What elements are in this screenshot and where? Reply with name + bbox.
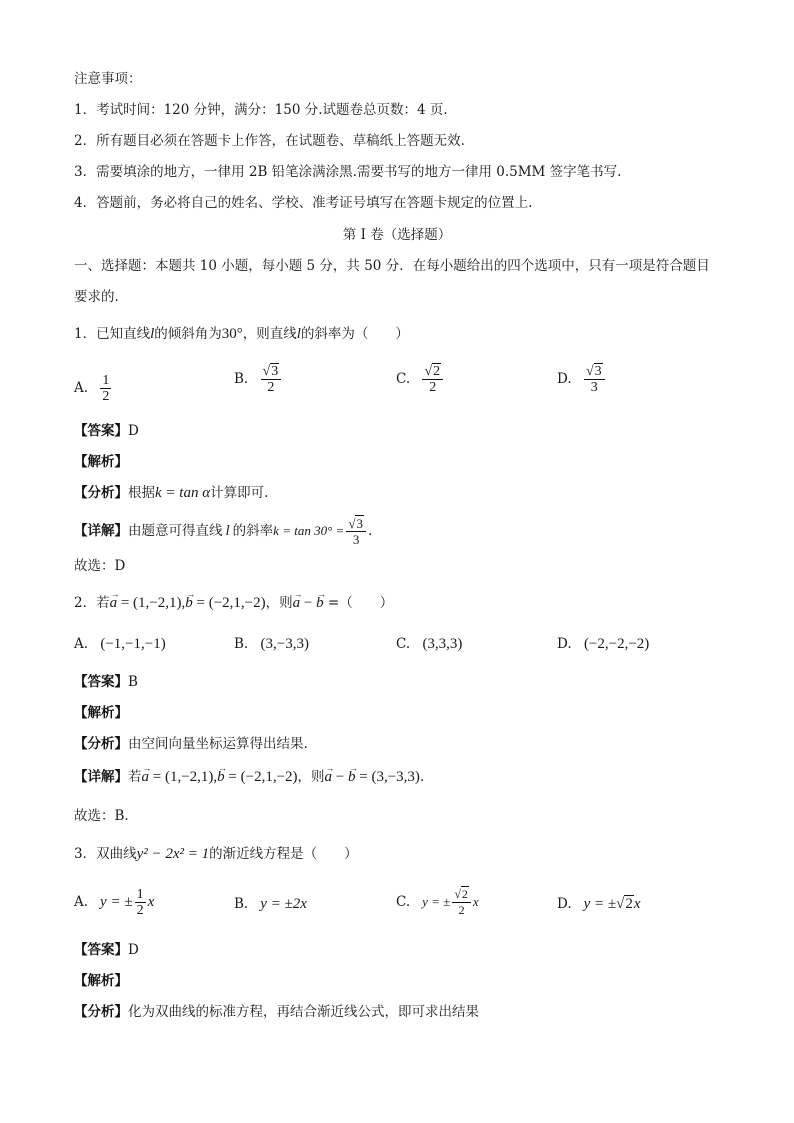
q3-fenxi: 【分析】化为双曲线的标准方程，再结合渐近线公式，即可求出结果 xyxy=(74,1004,479,1020)
q3-option-a: A. y = ± $\frac{1}{2}$ x xyxy=(74,887,155,918)
q2-option-d: D. (−2,−2,−2) xyxy=(557,636,650,652)
q2-choice: 故选：B. xyxy=(74,808,129,824)
q2-option-c: C. (3,3,3) xyxy=(396,636,463,652)
q1-analysis-tag: 【解析】 xyxy=(74,454,128,470)
notice-item-1: 1．考试时间：120 分钟，满分：150 分.试题卷总页数：4 页. xyxy=(74,102,448,118)
q3-option-b: B. y = ±2x xyxy=(234,896,307,912)
q2-stem: 2．若 → a = (1,−2,1), → b = (−2,1,−2)，则 → a − → b =（ ） xyxy=(74,589,394,611)
q2-option-a: A. (−1,−1,−1) xyxy=(74,636,166,652)
q1-option-a: A. $\frac{1}{2}$ xyxy=(74,373,110,404)
notice-item-4: 4．答题前，务必将自己的姓名、学校、准考证号填写在答题卡规定的位置上. xyxy=(74,195,533,211)
q2-fenxi: 【分析】由空间向量坐标运算得出结果. xyxy=(74,736,308,752)
q1-choice: 故选：D xyxy=(74,558,126,574)
q3-option-c: C. y = ± $\frac{√2}{2}$ x xyxy=(396,887,479,917)
q1-answer: 【答案】D xyxy=(74,423,139,439)
part-intro-line-2: 要求的. xyxy=(74,289,119,305)
q2-detail: 【详解】若 → a = (1,−2,1), → b = (−2,1,−2)，则 → a − → b = (3,−3,3). xyxy=(74,763,425,785)
q2-analysis-tag: 【解析】 xyxy=(74,705,128,721)
q1-stem: 1．已知直线l的倾斜角为30°，则直线l的斜率为（ ） xyxy=(74,326,409,342)
q1-fenxi: 【分析】根据k = tan α计算即可. xyxy=(74,485,269,501)
q3-answer: 【答案】D xyxy=(74,942,139,958)
q1-detail: 【详解】由题意可得直线 l 的斜率k = tan 30° = $\frac{√3}{3}$ . xyxy=(74,516,373,547)
q3-option-d: D. y = ±√2x xyxy=(557,896,641,912)
q1-option-d: D. $\frac{√3}{3}$ xyxy=(557,364,607,395)
part-intro-line-1: 一、选择题：本题共 10 小题，每小题 5 分，共 50 分．在每小题给出的四个选项中，只有一项是符合题目 xyxy=(74,258,710,274)
q3-stem: 3．双曲线y² − 2x² = 1的渐近线方程是（ ） xyxy=(74,846,358,862)
section-title: 第 I 卷（选择题） xyxy=(342,227,452,243)
notice-item-3: 3．需要填涂的地方，一律用 2B 铅笔涂满涂黑.需要书写的地方一律用 0.5MM 签字笔书写. xyxy=(74,164,622,180)
q1-option-c: C. $\frac{√2}{2}$ xyxy=(396,364,445,395)
q2-answer: 【答案】B xyxy=(74,674,138,690)
notice-title: 注意事项： xyxy=(74,71,142,87)
notice-item-2: 2．所有题目必须在答题卡上作答，在试题卷、草稿纸上答题无效. xyxy=(74,133,465,149)
q3-analysis-tag: 【解析】 xyxy=(74,973,128,989)
q2-option-b: B. (3,−3,3) xyxy=(234,636,309,652)
q1-option-b: B. $\frac{√3}{2}$ xyxy=(234,364,283,395)
